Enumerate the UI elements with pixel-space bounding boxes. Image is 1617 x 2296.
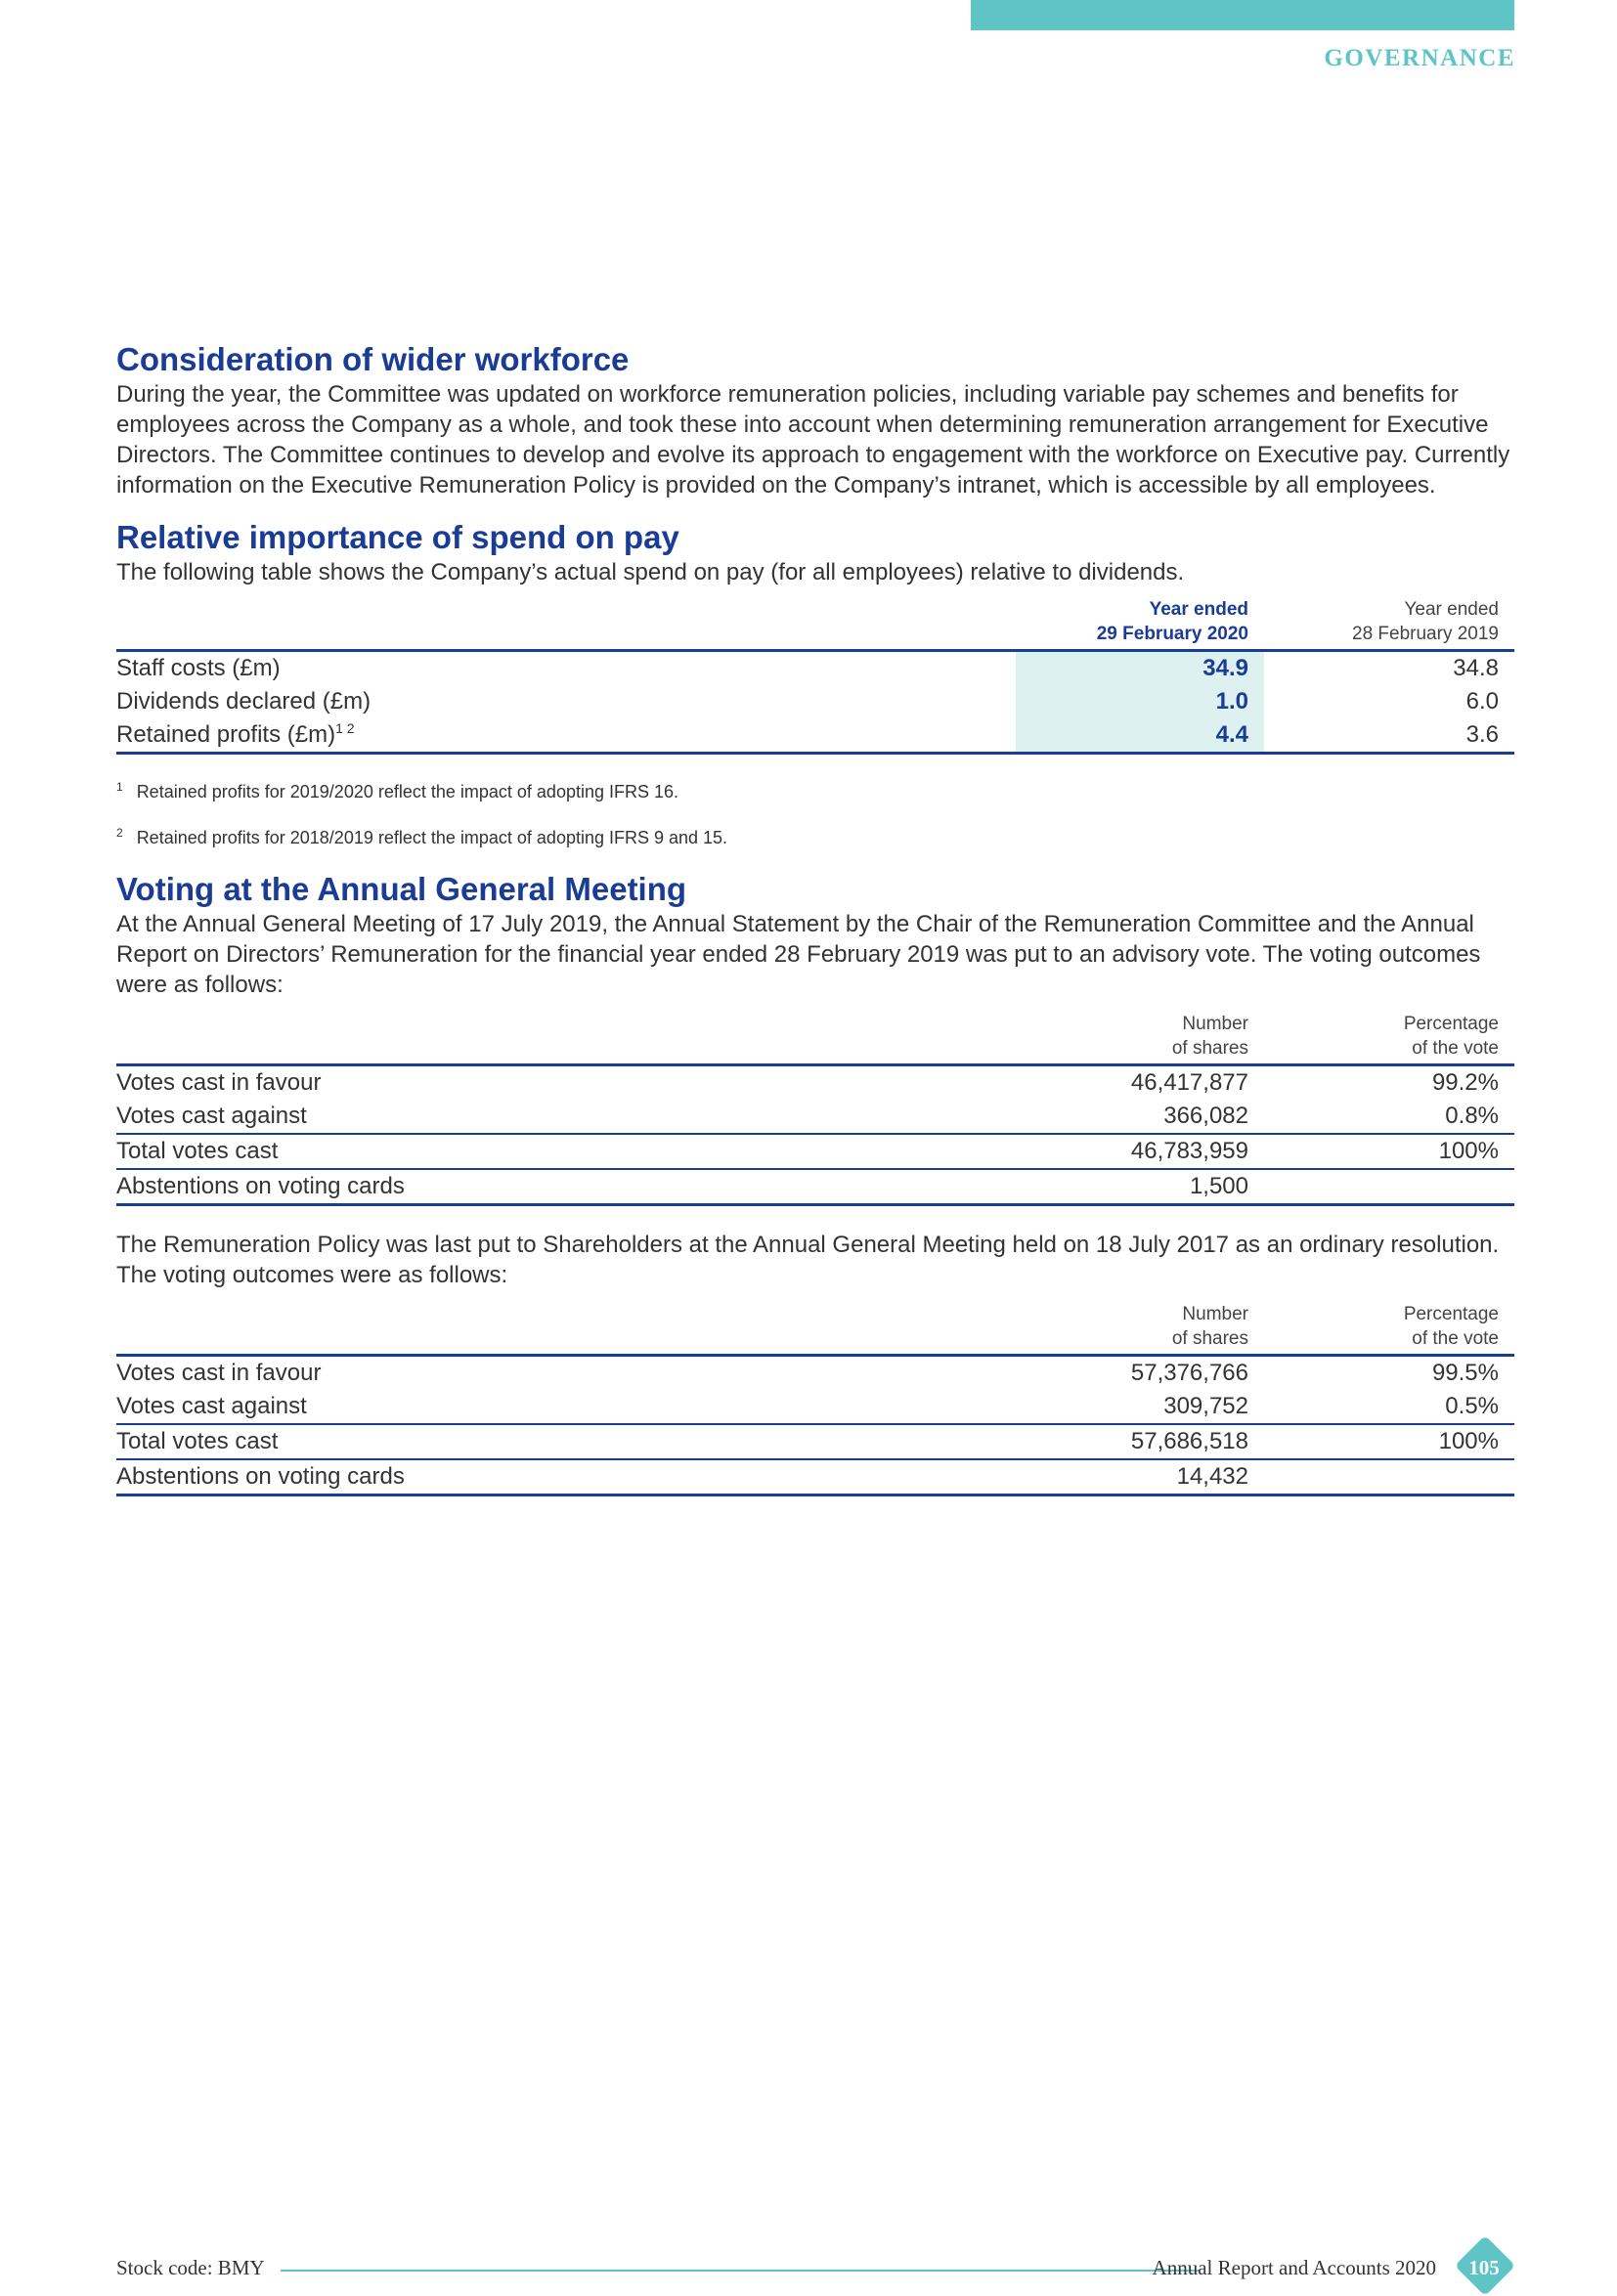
percentage-value: 99.5%	[1431, 1360, 1499, 1386]
voting-heading: Voting at the Annual General Meeting	[116, 871, 687, 907]
shares-value: 57,376,766	[1130, 1360, 1248, 1386]
shares-value: 46,783,959	[1016, 1134, 1264, 1169]
table-row	[116, 1065, 1514, 1101]
shares-value: 57,686,518	[1016, 1424, 1264, 1459]
table-row	[116, 1390, 1514, 1424]
voting-table-2019	[116, 1012, 1514, 1206]
voting-header-blank	[116, 1302, 1016, 1356]
footnote-ref: 1 2	[335, 720, 355, 736]
shares-value: 309,752	[1016, 1390, 1264, 1424]
table-row	[116, 1356, 1514, 1391]
spend-intro: The following table shows the Company’s actual spend on pay (for all employees) relative to dividends.	[116, 559, 1185, 585]
row-label: Abstentions on voting cards	[116, 1169, 1016, 1205]
voting-header-blank	[116, 1012, 1016, 1065]
spend-table	[116, 597, 1514, 755]
shares-value: 46,417,877	[1130, 1069, 1248, 1096]
row-label: Votes cast in favour	[116, 1069, 322, 1096]
percentage-header-line2: of the vote	[1412, 1038, 1499, 1059]
footnote-2	[116, 822, 1514, 848]
percentage-header	[1264, 1302, 1514, 1356]
percentage-header-line2: of the vote	[1412, 1328, 1499, 1349]
percentage-value	[1264, 1459, 1514, 1495]
value-2019: 34.8	[1453, 655, 1499, 681]
percentage-value: 0.8%	[1264, 1100, 1514, 1134]
voting-intro-2017: The Remuneration Policy was last put to Shareholders at the Annual General Meeting held on 18 July 2017 as an ordinary resolution. The voting outcomes were as follows:	[116, 1232, 1500, 1288]
spend-header-2019-line1: Year ended	[1404, 599, 1499, 620]
percentage-header-line1: Percentage	[1403, 1304, 1499, 1324]
shares-header-line2: of shares	[1171, 1038, 1248, 1059]
row-label: Votes cast in favour	[116, 1360, 322, 1386]
row-label	[116, 718, 1016, 754]
table-row	[116, 1100, 1514, 1134]
percentage-value: 100%	[1264, 1424, 1514, 1459]
voting-table-2017	[116, 1302, 1514, 1496]
value-2019: 6.0	[1465, 688, 1499, 715]
spend-heading: Relative importance of spend on pay	[116, 519, 679, 555]
row-label-text: Retained profits (£m)	[116, 721, 336, 748]
table-row	[116, 1169, 1514, 1205]
percentage-value	[1264, 1169, 1514, 1205]
row-label: Votes cast against	[116, 1100, 1016, 1134]
percentage-value: 0.5%	[1264, 1390, 1514, 1424]
row-label: Staff costs (£m)	[116, 655, 281, 681]
value-2020: 1.0	[1016, 685, 1264, 718]
shares-header	[1016, 1012, 1264, 1065]
table-row	[116, 651, 1514, 686]
table-row	[116, 685, 1514, 718]
percentage-value: 100%	[1264, 1134, 1514, 1169]
workforce-paragraph: During the year, the Committee was updated on workforce remuneration policies, including variable pay schemes and benefits for employees across the Company as a whole, and took these into account when determining remuneration arrangement for Executive Directors. The Committee continues to develop and evolve its approach to engagement with the workforce on Executive pay. Currently information on the Executive Remuneration Policy is provided on the Company’s intranet, which is accessible by all employees.	[116, 381, 1510, 498]
page-footer	[116, 2250, 1514, 2289]
shares-value: 14,432	[1016, 1459, 1264, 1495]
table-row	[116, 1459, 1514, 1495]
stock-code: Stock code: BMY	[116, 2256, 265, 2279]
spend-header-2019-line2: 28 February 2019	[1352, 624, 1499, 644]
footnote-number: 2	[116, 826, 123, 840]
shares-value: 366,082	[1016, 1100, 1264, 1134]
table-row	[116, 1424, 1514, 1459]
percentage-header-line1: Percentage	[1403, 1014, 1499, 1034]
shares-header-line1: Number	[1182, 1014, 1248, 1034]
footer-rule	[281, 2270, 1200, 2272]
voting-table-header	[116, 1012, 1514, 1065]
shares-header-line2: of shares	[1171, 1328, 1248, 1349]
table-row	[116, 1134, 1514, 1169]
header-accent-bar	[971, 0, 1514, 30]
report-title: Annual Report and Accounts 2020	[1152, 2256, 1436, 2279]
spend-header-2020-line1: Year ended	[1149, 599, 1248, 620]
row-label: Abstentions on voting cards	[116, 1459, 1016, 1495]
footnote-number: 1	[116, 780, 123, 794]
workforce-heading: Consideration of wider workforce	[116, 341, 630, 377]
row-label: Dividends declared (£m)	[116, 688, 371, 715]
footnote-text: Retained profits for 2018/2019 reflect the impact of adopting IFRS 9 and 15.	[136, 828, 728, 847]
spend-header-2020-line2: 29 February 2020	[1096, 624, 1248, 644]
voting-table-header	[116, 1302, 1514, 1356]
spend-header-blank	[116, 597, 1016, 651]
percentage-header	[1264, 1012, 1514, 1065]
value-2019: 3.6	[1264, 718, 1514, 754]
section-label: GOVERNANCE	[1324, 45, 1515, 71]
footnote-1	[116, 776, 1514, 802]
row-label: Votes cast against	[116, 1390, 1016, 1424]
page-number: 105	[1468, 2256, 1500, 2279]
spend-header-2020	[1016, 597, 1264, 651]
percentage-value: 99.2%	[1431, 1069, 1499, 1096]
shares-header-line1: Number	[1182, 1304, 1248, 1324]
value-2020: 4.4	[1016, 718, 1264, 754]
voting-intro-2019: At the Annual General Meeting of 17 July 2019, the Annual Statement by the Chair of the Remuneration Committee and the Annual Report on Directors’ Remuneration for the financial year ended 28 February 2019 was put to an advisory vote. The voting outcomes were as follows:	[116, 911, 1481, 998]
table-row	[116, 718, 1514, 754]
spend-header-2019	[1264, 597, 1514, 651]
row-label: Total votes cast	[116, 1424, 1016, 1459]
shares-header	[1016, 1302, 1264, 1356]
value-2020: 34.9	[1016, 651, 1264, 686]
shares-value: 1,500	[1016, 1169, 1264, 1205]
main-content	[116, 340, 1514, 1496]
footnote-text: Retained profits for 2019/2020 reflect the impact of adopting IFRS 16.	[136, 782, 679, 801]
spend-table-header	[116, 597, 1514, 651]
row-label: Total votes cast	[116, 1134, 1016, 1169]
